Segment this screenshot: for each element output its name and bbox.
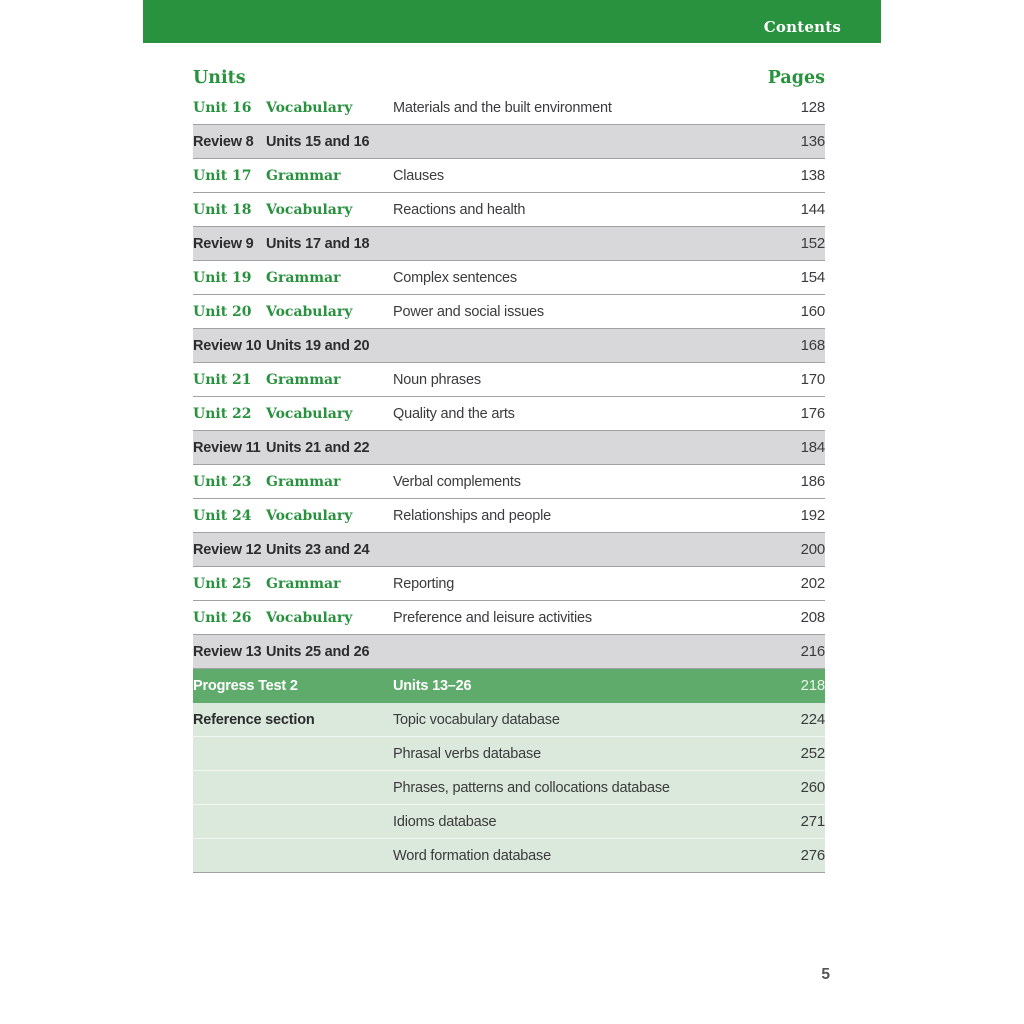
row-sublabel: Grammar <box>266 371 341 388</box>
toc-row-reference <box>193 737 825 771</box>
toc-row-unit <box>193 397 825 431</box>
row-sublabel: Vocabulary <box>266 507 353 524</box>
row-label: Unit 17 <box>193 167 252 184</box>
row-label: Review 8 <box>193 133 254 150</box>
toc-row-unit <box>193 159 825 193</box>
row-description: Noun phrases <box>393 371 481 388</box>
toc-row-reference <box>193 839 825 873</box>
row-description: Topic vocabulary database <box>393 711 560 728</box>
row-description: Quality and the arts <box>393 405 515 422</box>
row-sublabel: Units 19 and 20 <box>266 337 370 354</box>
contents-header-bar <box>143 0 881 43</box>
row-label: Review 11 <box>193 439 261 456</box>
row-label: Unit 20 <box>193 303 252 320</box>
row-label: Reference section <box>193 711 315 728</box>
row-description: Preference and leisure activities <box>393 609 592 626</box>
toc-row-review <box>193 125 825 159</box>
row-sublabel: Vocabulary <box>266 99 353 116</box>
row-sublabel: Vocabulary <box>266 303 353 320</box>
row-description: Complex sentences <box>393 269 517 286</box>
toc-row-unit <box>193 465 825 499</box>
row-label: Review 12 <box>193 541 262 558</box>
row-page-number: 216 <box>800 643 825 660</box>
toc-row-unit <box>193 601 825 635</box>
row-sublabel: Units 17 and 18 <box>266 235 370 252</box>
row-label: Unit 23 <box>193 473 252 490</box>
row-page-number: 170 <box>800 371 825 388</box>
toc-row-reference <box>193 805 825 839</box>
row-label: Review 9 <box>193 235 254 252</box>
toc-row-unit <box>193 363 825 397</box>
page-title: Contents <box>763 18 841 36</box>
toc-row-review <box>193 227 825 261</box>
row-sublabel: Grammar <box>266 473 341 490</box>
row-page-number: 252 <box>800 745 825 762</box>
row-page-number: 260 <box>800 779 825 796</box>
row-page-number: 184 <box>800 439 825 456</box>
row-page-number: 176 <box>800 405 825 422</box>
row-page-number: 168 <box>800 337 825 354</box>
row-sublabel: Vocabulary <box>266 201 353 218</box>
pages-column-header: Pages <box>767 68 825 88</box>
table-of-contents <box>193 62 825 873</box>
row-label: Unit 26 <box>193 609 252 626</box>
toc-row-unit <box>193 193 825 227</box>
row-description: Idioms database <box>393 813 497 830</box>
row-page-number: 152 <box>800 235 825 252</box>
row-description: Verbal complements <box>393 473 521 490</box>
row-page-number: 154 <box>800 269 825 286</box>
row-sublabel: Vocabulary <box>266 405 353 422</box>
toc-row-unit <box>193 295 825 329</box>
units-column-header: Units <box>193 68 246 88</box>
toc-rows <box>193 91 825 873</box>
row-page-number: 276 <box>800 847 825 864</box>
page-number: 5 <box>821 966 830 983</box>
row-page-number: 224 <box>800 711 825 728</box>
row-label: Unit 25 <box>193 575 252 592</box>
row-sublabel: Grammar <box>266 269 341 286</box>
row-sublabel: Grammar <box>266 167 341 184</box>
toc-row-review <box>193 431 825 465</box>
row-label: Unit 19 <box>193 269 252 286</box>
row-sublabel: Units 15 and 16 <box>266 133 370 150</box>
row-description: Materials and the built environment <box>393 99 612 116</box>
row-description: Units 13–26 <box>393 677 472 694</box>
row-description: Phrasal verbs database <box>393 745 541 762</box>
row-label: Review 10 <box>193 337 262 354</box>
row-sublabel: Units 23 and 24 <box>266 541 370 558</box>
row-sublabel: Vocabulary <box>266 609 353 626</box>
toc-row-unit <box>193 567 825 601</box>
row-page-number: 186 <box>800 473 825 490</box>
row-page-number: 202 <box>800 575 825 592</box>
toc-column-headers <box>193 62 825 88</box>
row-label: Progress Test 2 <box>193 677 298 694</box>
toc-row-progress <box>193 669 825 703</box>
toc-row-reference <box>193 703 825 737</box>
toc-row-review <box>193 635 825 669</box>
toc-row-unit <box>193 91 825 125</box>
row-page-number: 208 <box>800 609 825 626</box>
row-label: Unit 24 <box>193 507 252 524</box>
row-description: Word formation database <box>393 847 551 864</box>
row-label: Unit 18 <box>193 201 252 218</box>
toc-row-unit <box>193 499 825 533</box>
row-page-number: 128 <box>800 99 825 116</box>
row-description: Reactions and health <box>393 201 526 218</box>
row-sublabel: Grammar <box>266 575 341 592</box>
row-page-number: 136 <box>800 133 825 150</box>
row-label: Unit 16 <box>193 99 252 116</box>
row-label: Unit 21 <box>193 371 252 388</box>
row-label: Review 13 <box>193 643 262 660</box>
row-description: Relationships and people <box>393 507 552 524</box>
toc-row-reference <box>193 771 825 805</box>
row-sublabel: Units 25 and 26 <box>266 643 370 660</box>
row-description: Phrases, patterns and collocations database <box>393 779 670 796</box>
row-sublabel: Units 21 and 22 <box>266 439 370 456</box>
row-page-number: 271 <box>800 813 825 830</box>
row-page-number: 200 <box>800 541 825 558</box>
row-description: Power and social issues <box>393 303 544 320</box>
toc-row-review <box>193 329 825 363</box>
row-page-number: 218 <box>800 677 825 694</box>
row-page-number: 144 <box>800 201 825 218</box>
row-page-number: 138 <box>800 167 825 184</box>
row-label: Unit 22 <box>193 405 252 422</box>
row-page-number: 192 <box>800 507 825 524</box>
row-description: Reporting <box>393 575 455 592</box>
row-page-number: 160 <box>800 303 825 320</box>
row-description: Clauses <box>393 167 444 184</box>
toc-row-review <box>193 533 825 567</box>
toc-row-unit <box>193 261 825 295</box>
